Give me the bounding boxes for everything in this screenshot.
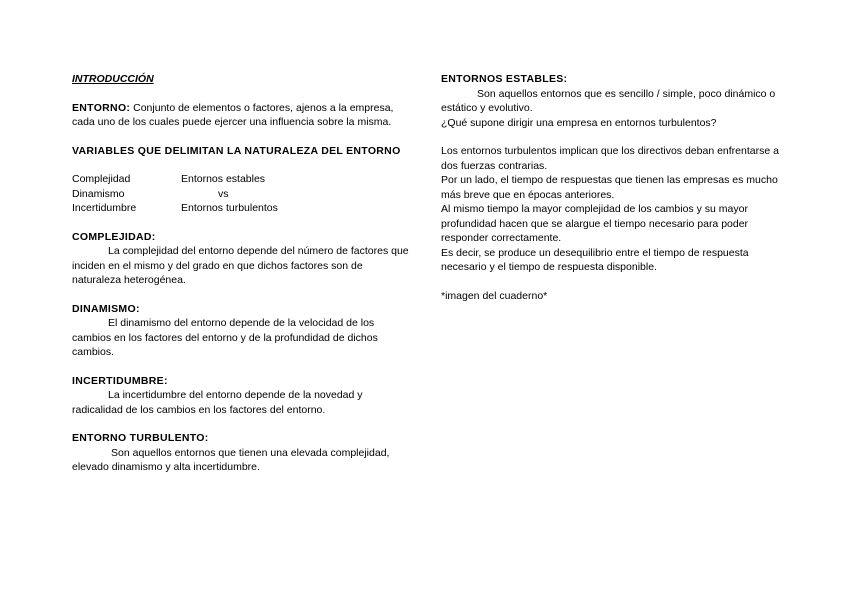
variables-row bbox=[72, 201, 412, 216]
answer-line: Es decir, se produce un desequilibrio entre el tiempo de respuesta necesario y el tiempo de respuesta disponible. bbox=[441, 246, 749, 273]
estables-text: Son aquellos entornos que es sencillo / simple, poco dinámico o estático y evolutivo. bbox=[441, 87, 776, 114]
answer-line: Por un lado, el tiempo de respuestas que tienen las empresas es mucho más breve que en épocas anteriores. bbox=[441, 174, 778, 201]
image-note: *imagen del cuaderno* bbox=[441, 289, 548, 302]
incertidumbre-heading: INCERTIDUMBRE: bbox=[72, 374, 168, 387]
entorno-label: ENTORNO: bbox=[72, 101, 131, 114]
incertidumbre-section bbox=[72, 374, 412, 418]
dinamismo-text: El dinamismo del entorno depende de la velocidad de los cambios en los factores del entorno y de la profundidad de dichos cambios. bbox=[72, 317, 378, 358]
left-column bbox=[72, 72, 412, 489]
variable-right: Entornos turbulentos bbox=[181, 202, 278, 214]
turbulento-section bbox=[72, 431, 412, 475]
question-text: ¿Qué supone dirigir una empresa en entornos turbulentos? bbox=[441, 116, 717, 129]
turbulento-text: Son aquellos entornos que tienen una elevada complejidad, elevado dinamismo y alta incertidumbre. bbox=[72, 446, 390, 473]
right-column bbox=[441, 72, 781, 317]
entorno-text: Conjunto de elementos o factores, ajenos a la empresa, cada uno de los cuales puede ejercer una influencia sobre la misma. bbox=[72, 101, 394, 128]
variables-heading: VARIABLES QUE DELIMITAN LA NATURALEZA DEL ENTORNO bbox=[72, 144, 401, 157]
variable-name: Complejidad bbox=[72, 173, 131, 185]
dinamismo-section bbox=[72, 302, 412, 360]
variable-name: Dinamismo bbox=[72, 187, 125, 200]
dinamismo-heading: DINAMISMO: bbox=[72, 302, 140, 315]
complejidad-section bbox=[72, 230, 412, 288]
estables-section bbox=[441, 72, 781, 130]
complejidad-heading: COMPLEJIDAD: bbox=[72, 230, 156, 243]
incertidumbre-text: La incertidumbre del entorno depende de la novedad y radicalidad de los cambios en los factores del entorno. bbox=[72, 389, 363, 416]
page-title: INTRODUCCIÓN bbox=[72, 73, 154, 85]
variable-right: Entornos estables bbox=[181, 173, 266, 185]
variables-row bbox=[72, 172, 412, 187]
complejidad-text: La complejidad del entorno depende del número de factores que inciden en el mismo y del grado en que dichos factores son de naturaleza heterogénea. bbox=[72, 245, 409, 286]
answer-section bbox=[441, 144, 781, 275]
answer-line: Al mismo tiempo la mayor complejidad de los cambios y su mayor profundidad hacen que se alargue el tiempo necesario para poder responder correctamente. bbox=[441, 203, 749, 244]
entorno-definition bbox=[72, 101, 412, 130]
estables-heading: ENTORNOS ESTABLES: bbox=[441, 73, 568, 85]
variables-table bbox=[72, 172, 412, 216]
answer-line: Los entornos turbulentos implican que los directivos deban enfrentarse a dos fuerzas contrarias. bbox=[441, 145, 779, 172]
variables-row bbox=[72, 187, 412, 202]
turbulento-heading: ENTORNO TURBULENTO: bbox=[72, 432, 209, 444]
variable-name: Incertidumbre bbox=[72, 202, 137, 214]
variable-right: vs bbox=[218, 187, 229, 200]
